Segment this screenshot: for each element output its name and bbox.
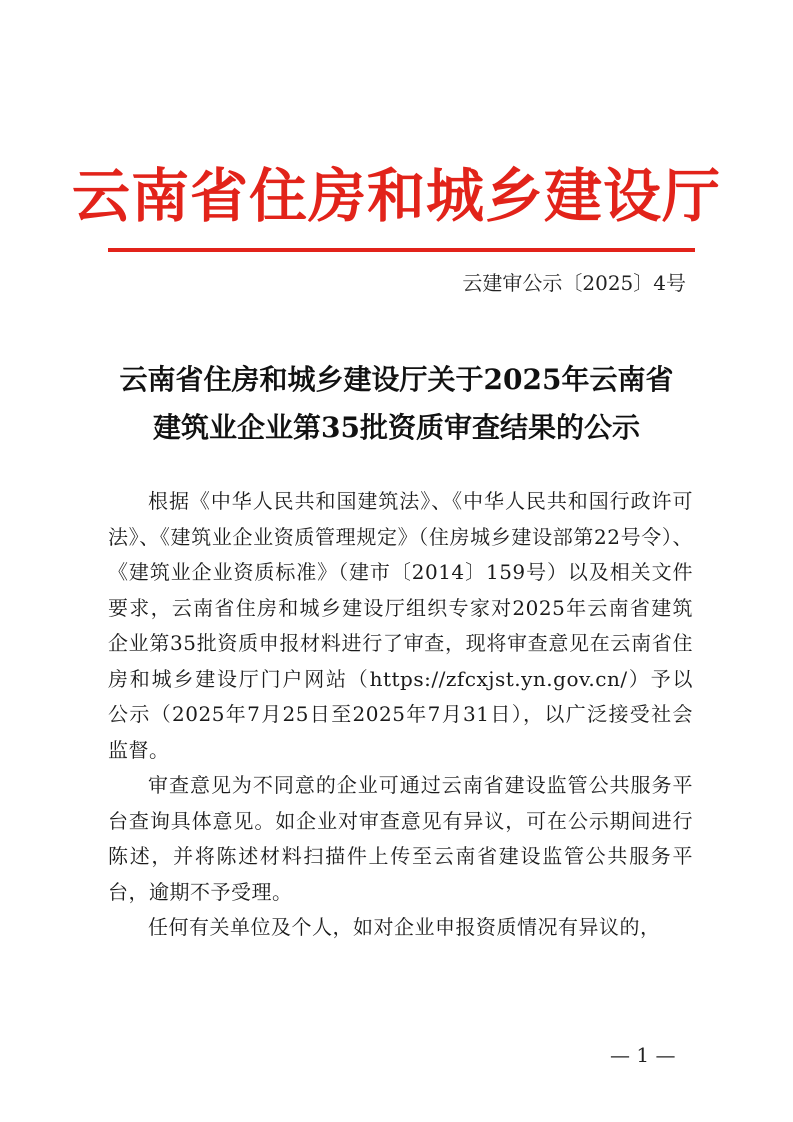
document-title (100, 356, 693, 452)
red-divider-line (108, 248, 695, 252)
document-title-line-1: 云南省住房和城乡建设厅关于2025年云南省 (119, 363, 674, 396)
document-body (108, 484, 693, 946)
agency-masthead: 云南省住房和城乡建设厅 (71, 162, 721, 230)
page-number: — 1 — (610, 1043, 676, 1067)
document-number: 云建审公示〔2025〕4号 (462, 271, 686, 295)
body-paragraph-1: 根据《中华人民共和国建筑法》、《中华人民共和国行政许可法》、《建筑业企业资质管理规定》（住房城乡建设部第22号令）、《建筑业企业资质标准》（建市〔2014〕159号）以及相关文件要求，云南省住房和城乡建设厅组织专家对2025年云南省建筑企业第35批资质申报材料进行了审查，现将审查意见在云南省住房和城乡建设厅门户网站（https://zfcxjst.yn.gov.cn/）予以公示（2025年7月25日至2025年7月31日），以广泛接受社会监督。 (108, 489, 693, 762)
document-title-line-2: 建筑业企业第35批资质审查结果的公示 (153, 411, 640, 444)
body-paragraph-2: 审查意见为不同意的企业可通过云南省建设监管公共服务平台查询具体意见。如企业对审查意见有异议，可在公示期间进行陈述，并将陈述材料扫描件上传至云南省建设监管公共服务平台，逾期不予受理。 (108, 773, 693, 904)
body-paragraph-3: 任何有关单位及个人，如对企业申报资质情况有异议的， (148, 915, 661, 939)
